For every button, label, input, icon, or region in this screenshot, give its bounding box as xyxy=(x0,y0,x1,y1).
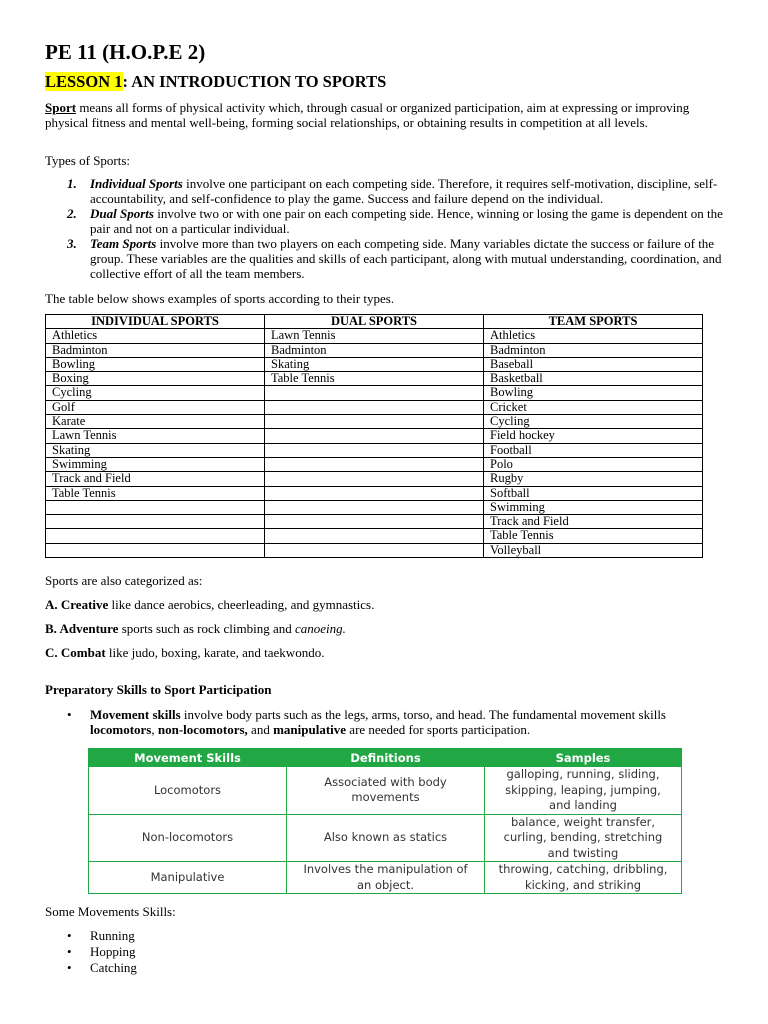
type-number: 1. xyxy=(67,176,77,191)
table-cell: Karate xyxy=(46,415,265,429)
table-cell xyxy=(265,500,484,514)
bullet-icon: • xyxy=(67,960,72,975)
skill-samples: throwing, catching, dribbling, kicking, and striking xyxy=(485,862,682,894)
skill-definition: Involves the manipulation of an object. xyxy=(287,862,485,894)
table-cell: Cricket xyxy=(484,400,703,414)
table-cell: Boxing xyxy=(46,372,265,386)
sport-definition xyxy=(45,100,725,130)
table-cell: Polo xyxy=(484,457,703,471)
table-cell: Cycling xyxy=(484,415,703,429)
table-cell: Basketball xyxy=(484,372,703,386)
table-cell: Swimming xyxy=(46,457,265,471)
table-cell xyxy=(265,457,484,471)
column-header: Definitions xyxy=(287,749,485,767)
skill-name: Non-locomotors xyxy=(89,814,287,862)
column-header: INDIVIDUAL SPORTS xyxy=(46,315,265,329)
separator-text: , xyxy=(151,722,158,737)
table-cell xyxy=(265,472,484,486)
type-number: 3. xyxy=(67,236,77,251)
skill-name: Locomotors xyxy=(89,767,287,815)
table-cell: Bowling xyxy=(484,386,703,400)
category-creative xyxy=(45,597,374,612)
sport-term: Sport xyxy=(45,100,77,115)
table-cell: Table Tennis xyxy=(46,486,265,500)
type-number: 2. xyxy=(67,206,77,221)
table-cell: Baseball xyxy=(484,357,703,371)
bullet-icon: • xyxy=(67,944,72,959)
table-row xyxy=(46,486,703,500)
type-text: involve two or with one pair on each competing side. Hence, winning or losing the game is dependent on the pair and not on a particular individual. xyxy=(90,206,723,236)
nonlocomotors-term: non-locomotors, xyxy=(157,722,248,737)
locomotors-term: locomotors xyxy=(90,722,152,737)
column-header: Movement Skills xyxy=(89,749,287,767)
column-header: Samples xyxy=(485,749,682,767)
table-row xyxy=(89,862,682,894)
table-cell xyxy=(265,486,484,500)
table-row xyxy=(46,329,703,343)
table-cell xyxy=(265,386,484,400)
table-cell: Table Tennis xyxy=(484,529,703,543)
table-cell: Badminton xyxy=(265,343,484,357)
skill-samples: galloping, running, sliding, skipping, leaping, jumping, and landing xyxy=(485,767,682,815)
column-header: DUAL SPORTS xyxy=(265,315,484,329)
type-term: Dual Sports xyxy=(90,206,154,221)
type-term: Team Sports xyxy=(90,236,157,251)
category-text: like judo, boxing, karate, and taekwondo. xyxy=(105,645,325,660)
types-heading: Types of Sports: xyxy=(45,153,131,168)
table-row xyxy=(46,343,703,357)
table-row xyxy=(46,415,703,429)
table-cell: Field hockey xyxy=(484,429,703,443)
sport-definition-text: means all forms of physical activity which, through casual or organized participation, aim at expressing or improving physical fitness and mental well-being, forming social relationships, or obtaining results in competition at all levels. xyxy=(45,100,690,130)
table-cell: Track and Field xyxy=(46,472,265,486)
table-row xyxy=(46,443,703,457)
table-cell: Athletics xyxy=(46,329,265,343)
bullet-icon: • xyxy=(67,707,72,722)
table-cell xyxy=(265,443,484,457)
table-cell: Athletics xyxy=(484,329,703,343)
table-cell xyxy=(46,500,265,514)
type-item-individual xyxy=(45,176,730,206)
type-item-team xyxy=(45,236,730,281)
list-item-text: Running xyxy=(90,928,135,943)
list-item xyxy=(45,960,730,976)
preparatory-heading: Preparatory Skills to Sport Participation xyxy=(45,682,272,697)
table-cell: Rugby xyxy=(484,472,703,486)
categories-heading: Sports are also categorized as: xyxy=(45,573,203,588)
bullet-icon: • xyxy=(67,928,72,943)
category-text: sports such as rock climbing and xyxy=(118,621,295,636)
table-cell: Badminton xyxy=(484,343,703,357)
table-intro: The table below shows examples of sports according to their types. xyxy=(45,291,395,306)
list-item xyxy=(45,928,730,944)
table-row xyxy=(46,386,703,400)
table-cell: Bowling xyxy=(46,357,265,371)
type-text: involve more than two players on each competing side. Many variables dictate the success or failure of the group. These variables are the qualities and skills of each participant, along with mutual understanding, coordination, and collective effort of all the team members. xyxy=(90,236,722,281)
table-cell xyxy=(265,543,484,557)
category-italic: canoeing. xyxy=(295,621,346,636)
table-cell: Cycling xyxy=(46,386,265,400)
table-cell: Table Tennis xyxy=(265,372,484,386)
category-label: C. Combat xyxy=(45,645,106,660)
sports-table xyxy=(45,314,703,558)
table-cell: Swimming xyxy=(484,500,703,514)
category-adventure xyxy=(45,621,346,636)
sports-table-header xyxy=(46,315,703,329)
table-cell: Skating xyxy=(46,443,265,457)
table-cell: Volleyball xyxy=(484,543,703,557)
category-combat xyxy=(45,645,324,660)
skill-name: Manipulative xyxy=(89,862,287,894)
movement-skills-item xyxy=(45,707,730,737)
movement-term: Movement skills xyxy=(90,707,181,722)
table-row xyxy=(46,472,703,486)
type-item-dual xyxy=(45,206,730,236)
table-cell xyxy=(265,529,484,543)
type-text: involve one participant on each competing side. Therefore, it requires self-motivation, discipline, self-accountability, and self-confidence to play the game. Success and failure depend on the individual. xyxy=(90,176,718,206)
table-cell xyxy=(265,429,484,443)
table-cell xyxy=(265,515,484,529)
some-skills-heading: Some Movements Skills: xyxy=(45,904,176,919)
category-label: B. Adventure xyxy=(45,621,119,636)
table-row xyxy=(46,529,703,543)
separator-text: and xyxy=(247,722,274,737)
table-cell: Badminton xyxy=(46,343,265,357)
type-term: Individual Sports xyxy=(90,176,183,191)
table-cell: Football xyxy=(484,443,703,457)
table-row xyxy=(46,429,703,443)
table-cell: Skating xyxy=(265,357,484,371)
document-title: PE 11 (H.O.P.E 2) xyxy=(45,40,206,64)
some-skills-list xyxy=(45,928,730,976)
manipulative-term: manipulative xyxy=(273,722,347,737)
category-label: A. Creative xyxy=(45,597,109,612)
category-text: like dance aerobics, cheerleading, and gymnastics. xyxy=(108,597,375,612)
lesson-heading xyxy=(45,72,386,92)
table-cell: Golf xyxy=(46,400,265,414)
lesson-title: : AN INTRODUCTION TO SPORTS xyxy=(122,72,387,91)
table-row xyxy=(46,500,703,514)
table-row xyxy=(46,357,703,371)
table-cell: Lawn Tennis xyxy=(265,329,484,343)
list-item-text: Catching xyxy=(90,960,137,975)
table-cell xyxy=(265,415,484,429)
column-header: TEAM SPORTS xyxy=(484,315,703,329)
table-cell xyxy=(46,515,265,529)
table-row xyxy=(89,814,682,862)
table-row xyxy=(46,457,703,471)
skill-samples: balance, weight transfer, curling, bending, stretching and twisting xyxy=(485,814,682,862)
skills-table-header xyxy=(89,749,682,767)
table-cell xyxy=(265,400,484,414)
movement-skills-table xyxy=(88,748,682,894)
table-row xyxy=(46,400,703,414)
table-cell xyxy=(46,529,265,543)
table-cell: Track and Field xyxy=(484,515,703,529)
list-item-text: Hopping xyxy=(90,944,136,959)
movement-skills-list xyxy=(45,707,730,737)
table-row xyxy=(46,543,703,557)
table-cell xyxy=(46,543,265,557)
table-row xyxy=(46,515,703,529)
skill-definition: Associated with body movements xyxy=(287,767,485,815)
movement-text: are needed for sports participation. xyxy=(346,722,531,737)
table-cell: Lawn Tennis xyxy=(46,429,265,443)
types-list xyxy=(45,176,730,281)
table-row xyxy=(46,372,703,386)
lesson-label: LESSON 1 xyxy=(45,72,123,91)
list-item xyxy=(45,944,730,960)
table-cell: Softball xyxy=(484,486,703,500)
table-row xyxy=(89,767,682,815)
skill-definition: Also known as statics xyxy=(287,814,485,862)
movement-text: involve body parts such as the legs, arms, torso, and head. The fundamental movement skills xyxy=(180,707,666,722)
